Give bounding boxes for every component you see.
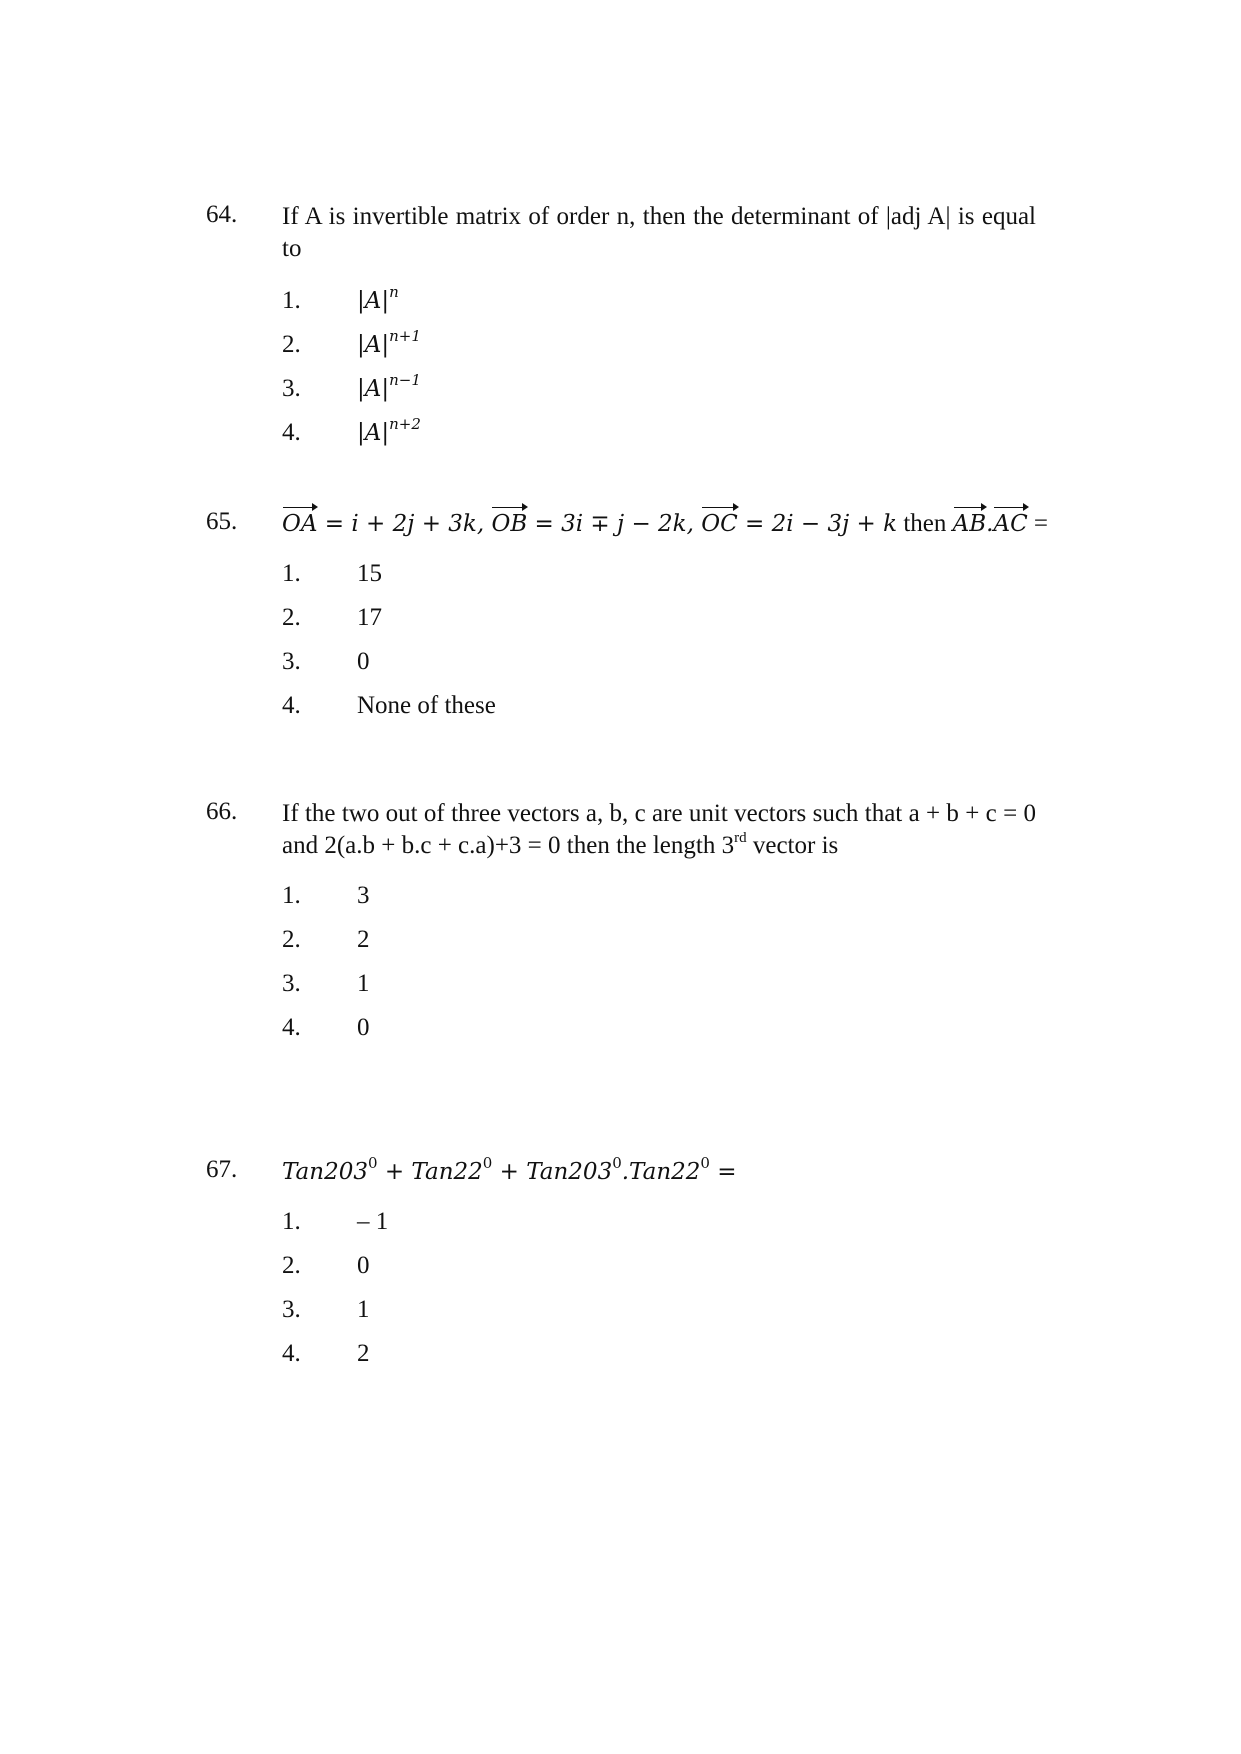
options-list xyxy=(282,1200,1036,1376)
option-2: 2. $|A|^{n+1}$ xyxy=(282,327,421,358)
question-66 xyxy=(206,798,1036,1050)
question-text: OA = i + 2j + 3k, OB = 3i ∓ j − 2k, OC = 2i − 3j + k then AB.AC = xyxy=(282,508,1036,540)
option-3: 3. $|A|^{n-1}$ xyxy=(282,371,421,402)
option-1: 1. 3 xyxy=(282,882,370,909)
option-1: 1. $|A|^n$ xyxy=(282,283,399,314)
options-list xyxy=(282,552,1036,728)
option-1: 1. – 1 xyxy=(282,1208,389,1235)
option-1: 1. 15 xyxy=(282,560,382,587)
vector-ac: AC xyxy=(993,508,1027,540)
option-2: 2. 0 xyxy=(282,1252,370,1279)
options-list xyxy=(282,874,1036,1050)
question-number: 64. xyxy=(206,201,238,228)
option-4: 4. 0 xyxy=(282,1014,370,1041)
option-3: 3. 0 xyxy=(282,648,370,675)
vector-ob: OB xyxy=(491,508,527,540)
question-number: 65. xyxy=(206,508,238,535)
question-65 xyxy=(206,508,1049,728)
question-text: If A is invertible matrix of order n, then the determinant of |adj A| is equal to xyxy=(282,203,1036,262)
vector-ab: AB xyxy=(953,508,987,540)
question-67 xyxy=(206,1156,1036,1376)
option-4: 4. None of these xyxy=(282,692,496,719)
option-2: 2. 17 xyxy=(282,604,382,631)
option-4: 4. $|A|^{n+2}$ xyxy=(282,415,421,446)
question-number: 66. xyxy=(206,798,238,825)
vector-oa: OA xyxy=(282,508,317,540)
options-list xyxy=(282,279,1036,455)
option-3: 3. 1 xyxy=(282,1296,370,1323)
option-2: 2. 2 xyxy=(282,926,370,953)
question-text: If the two out of three vectors a, b, c are unit vectors such that a + b + c = 0 and 2(a.b + b.c + c.a)+3 = 0 then the length 3rd vector is xyxy=(282,800,1036,859)
vector-oc: OC xyxy=(701,508,737,540)
question-number: 67. xyxy=(206,1156,238,1183)
question-64 xyxy=(206,201,1036,455)
option-4: 4. 2 xyxy=(282,1340,370,1367)
option-3: 3. 1 xyxy=(282,970,370,997)
question-text: $Tan203^0 + Tan22^0 + Tan203^0.Tan22^0$ = xyxy=(282,1154,737,1185)
